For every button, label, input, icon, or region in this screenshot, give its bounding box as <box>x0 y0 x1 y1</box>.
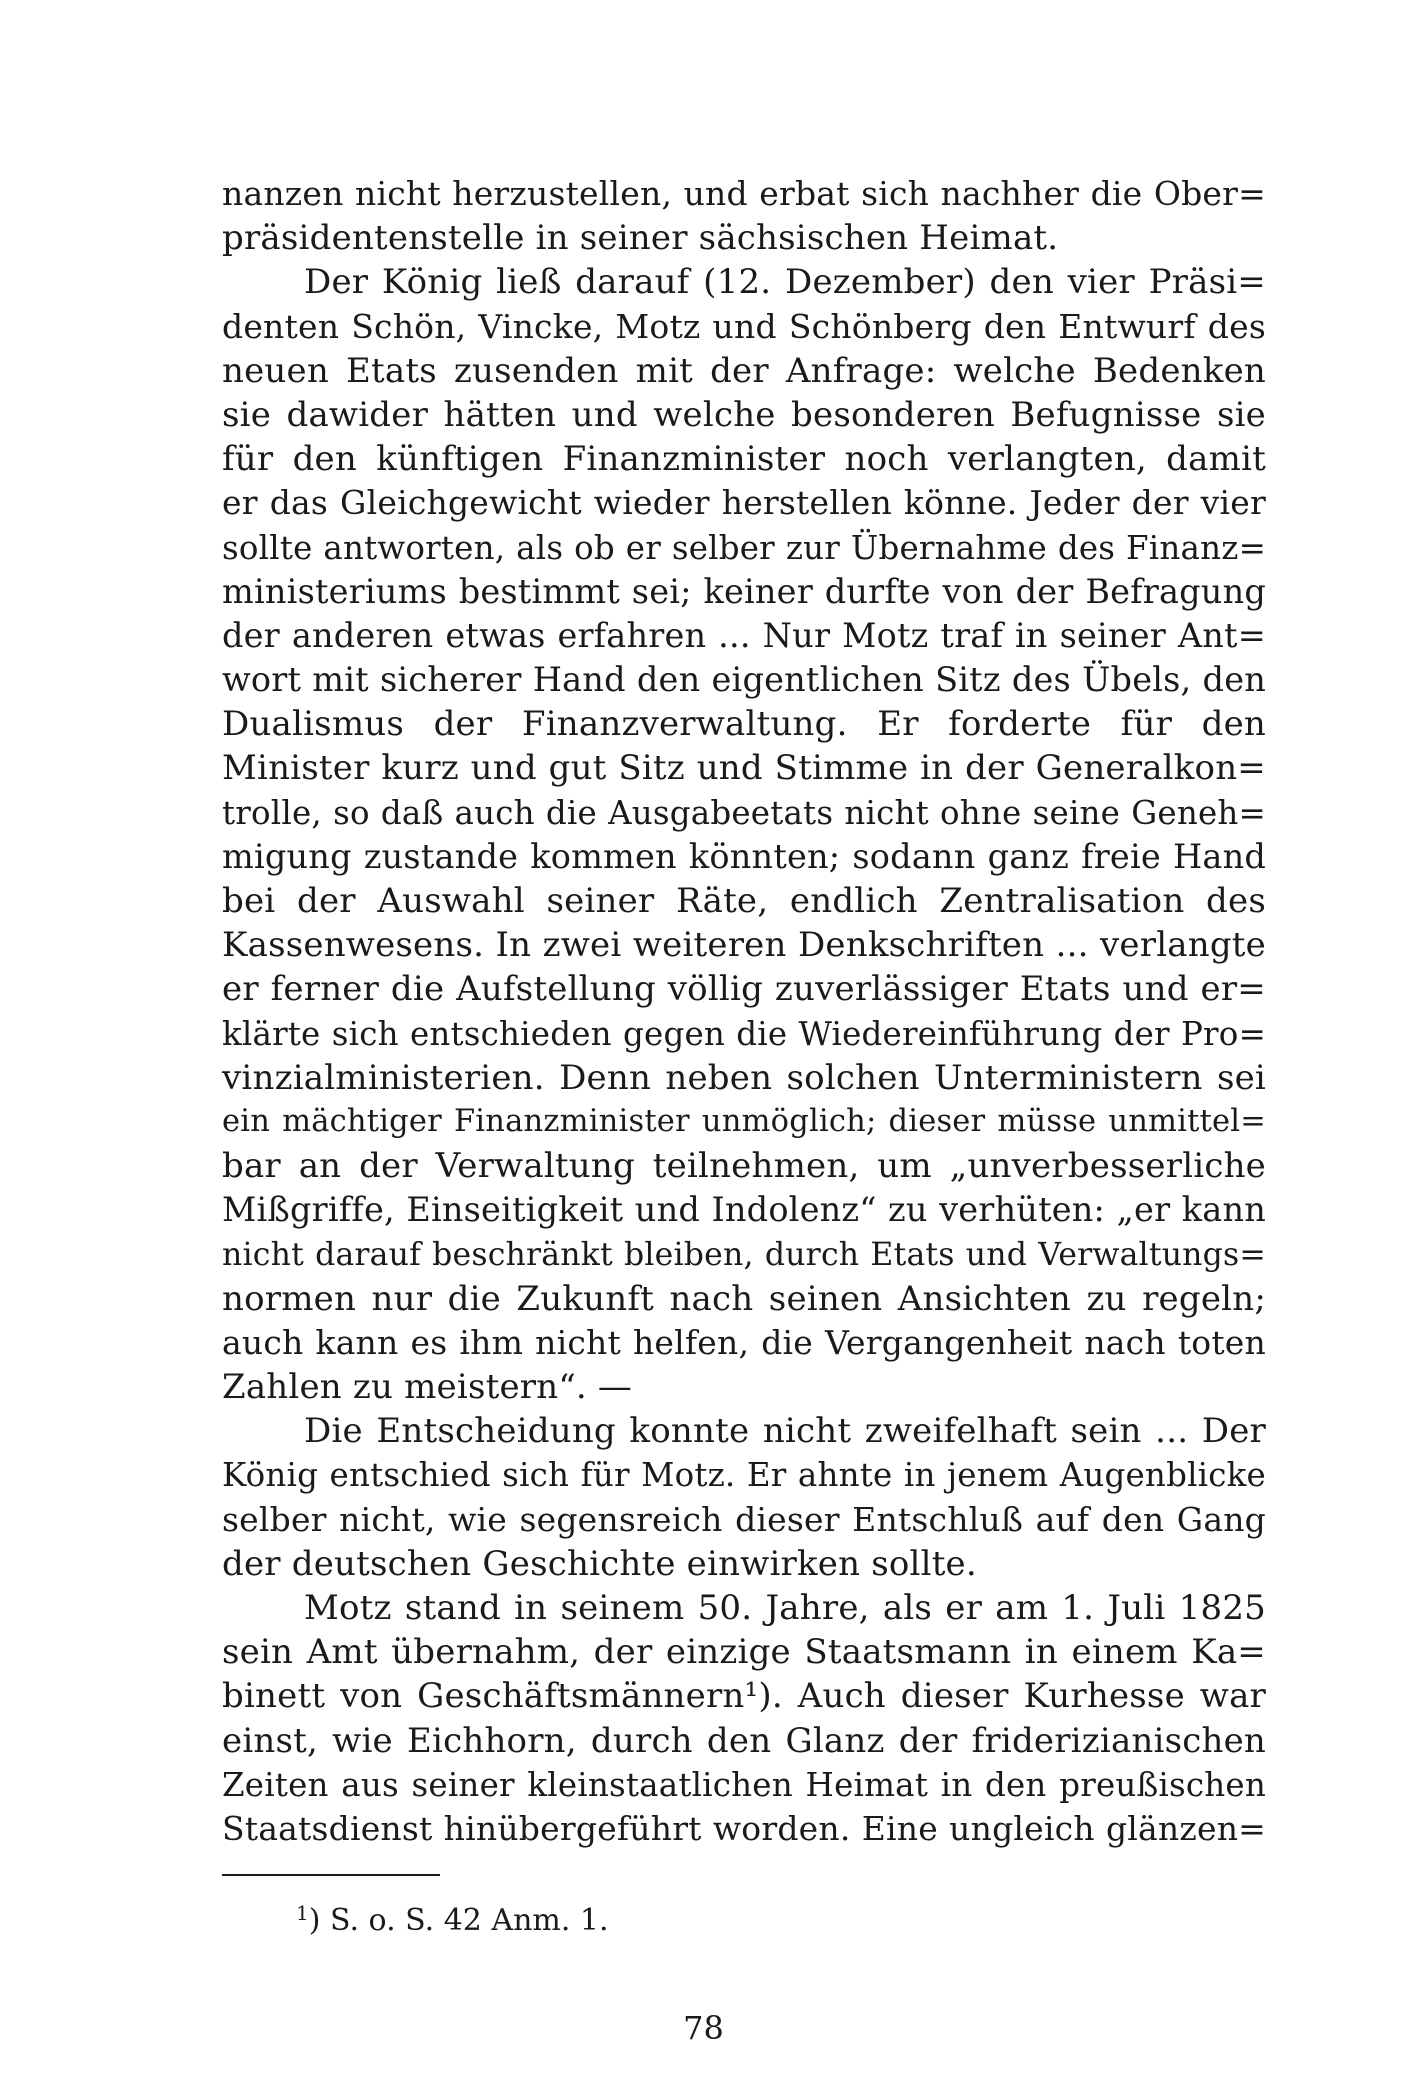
text-line: Zeiten aus seiner kleinstaatlichen Heimat in den preußischen <box>222 1765 1266 1804</box>
footnote <box>296 1893 609 1941</box>
text-line: ein mächtiger Finanzminister unmöglich; dieser müsse unmittel= <box>222 1103 1266 1139</box>
text-line: Staatsdienst hinübergeführt worden. Eine ungleich glänzen= <box>222 1808 1266 1848</box>
text-line: klärte sich entschieden gegen die Wiedereinführung der Pro= <box>222 1014 1266 1053</box>
text-line: er das Gleichgewicht wieder herstellen könne. Jeder der vier <box>222 483 1266 523</box>
page-number: 78 <box>683 2009 724 2047</box>
text-line: auch kann es ihm nicht helfen, die Vergangenheit nach toten <box>222 1322 1266 1362</box>
text-line: wort mit sicherer Hand den eigentlichen Sitz des Übels, den <box>222 660 1266 700</box>
footnote-divider <box>222 1874 440 1876</box>
text-line: migung zustande kommen könnten; sodann ganz freie Hand <box>222 836 1266 876</box>
text-line: der deutschen Geschichte einwirken sollte. <box>222 1543 977 1584</box>
text-line: normen nur die Zukunft nach seinen Ansichten zu regeln; <box>222 1278 1266 1319</box>
body-text <box>222 172 1266 1851</box>
text-line: Der König ließ darauf (12. Dezember) den vier Präsi= <box>304 262 1266 303</box>
text-line: für den künftigen Finanzminister noch verlangten, damit <box>222 439 1266 480</box>
text-line: binett von Geschäftsmännern¹). Auch dieser Kurhesse war <box>222 1676 1266 1717</box>
text-line: Motz stand in seinem 50. Jahre, als er am 1. Juli 1825 <box>304 1588 1266 1628</box>
text-line: Zahlen zu meistern“. — <box>222 1367 633 1408</box>
text-line: nanzen nicht herzustellen, und erbat sich nachher die Ober= <box>222 174 1266 213</box>
text-line: einst, wie Eichhorn, durch den Glanz der friderizianischen <box>222 1720 1266 1761</box>
text-line: sollte antworten, als ob er selber zur Übernahme des Finanz= <box>222 528 1266 567</box>
text-line: bar an der Verwaltung teilnehmen, um „unverbesserliche <box>222 1146 1266 1187</box>
text-line: präsidentenstelle in seiner sächsischen Heimat. <box>222 218 1059 259</box>
text-line: denten Schön, Vincke, Motz und Schönberg den Entwurf des <box>222 306 1266 346</box>
text-line: selber nicht, wie segensreich dieser Entschluß auf den Gang <box>222 1499 1266 1539</box>
text-line: Mißgriffe, Einseitigkeit und Indolenz“ zu verhüten: „er kann <box>222 1190 1266 1230</box>
text-line: nicht darauf beschränkt bleiben, durch Etats und Verwaltungs= <box>222 1236 1266 1273</box>
text-line: trolle, so daß auch die Ausgabeetats nicht ohne seine Geneh= <box>222 793 1266 832</box>
text-line: bei der Auswahl seiner Räte, endlich Zentralisation des <box>222 881 1266 921</box>
text-line: Die Entscheidung konnte nicht zweifelhaft sein ... Der <box>304 1411 1266 1452</box>
text-line: König entschied sich für Motz. Er ahnte in jenem Augenblicke <box>222 1456 1266 1495</box>
text-line: der anderen etwas erfahren ... Nur Motz traf in seiner Ant= <box>222 615 1266 655</box>
text-line: Kassenwesens. In zwei weiteren Denkschriften ... verlangte <box>222 925 1266 966</box>
text-line: Dualismus der Finanzverwaltung. Er forderte für den <box>222 704 1266 745</box>
footnote-marker: 1 <box>296 1901 309 1925</box>
text-line: neuen Etats zusenden mit der Anfrage: welche Bedenken <box>222 350 1266 391</box>
footnote-text: ) S. o. S. 42 Anm. 1. <box>308 1903 609 1938</box>
text-line: sie dawider hätten und welche besonderen Befugnisse sie <box>222 394 1266 435</box>
text-line: ministeriums bestimmt sei; keiner durfte von der Befragung <box>222 571 1266 611</box>
text-line: sein Amt übernahm, der einzige Staatsmann in einem Ka= <box>222 1632 1266 1673</box>
text-line: er ferner die Aufstellung völlig zuverlässiger Etats und er= <box>222 969 1266 1010</box>
text-line: vinzialministerien. Denn neben solchen Unterministern sei <box>222 1057 1266 1098</box>
text-line: Minister kurz und gut Sitz und Stimme in der Generalkon= <box>222 748 1266 789</box>
